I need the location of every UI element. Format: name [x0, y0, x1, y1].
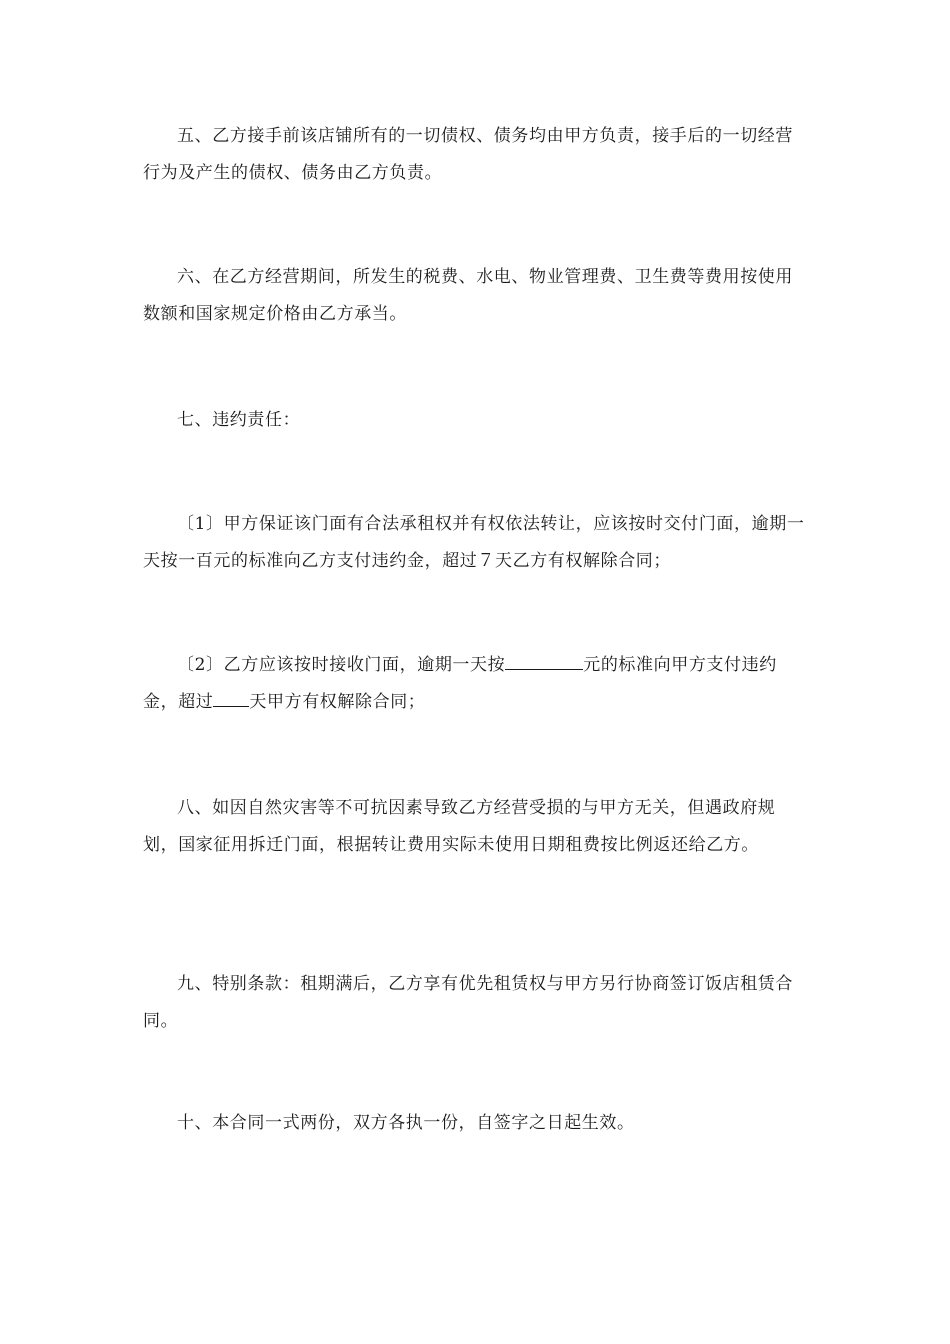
clause-9-paragraph: 九、特别条款：租期满后，乙方享有优先租赁权与甲方另行协商签订饭店租赁合同。	[143, 974, 793, 1031]
blank-amount-line	[505, 651, 583, 670]
clause-7-item-1: 〔1〕甲方保证该门面有合法承租权并有权依法转让，应该按时交付门面，逾期一天按一百元的标准向乙方支付违约金，超过７天乙方有权解除合同；	[143, 514, 805, 571]
clause-7-item-2	[143, 647, 808, 721]
clause-7-item-2-part-a: 〔2〕乙方应该按时接收门面，逾期一天按	[177, 655, 506, 675]
clause-6-paragraph: 六、在乙方经营期间，所发生的税费、水电、物业管理费、卫生费等费用按使用数额和国家规定价格由乙方承当。	[143, 267, 793, 324]
clause-8-paragraph: 八、如因自然灾害等不可抗因素导致乙方经营受损的与甲方无关，但遇政府规划，国家征用拆迁门面，根据转让费用实际未使用日期租费按比例返还给乙方。	[143, 798, 776, 855]
clause-7-heading: 七、违约责任：	[177, 410, 301, 430]
clause-5-paragraph: 五、乙方接手前该店铺所有的一切债权、债务均由甲方负责，接手后的一切经营行为及产生的债权、债务由乙方负责。	[143, 126, 793, 183]
clause-7-item-2-part-c: 天甲方有权解除合同；	[249, 692, 426, 712]
clause-7-item-2-part-b: 元的标准向甲方支付违约金，超过	[143, 655, 777, 712]
clause-10-paragraph: 十、本合同一式两份，双方各执一份，自签字之日起生效。	[177, 1113, 635, 1133]
blank-days-line	[213, 688, 249, 707]
